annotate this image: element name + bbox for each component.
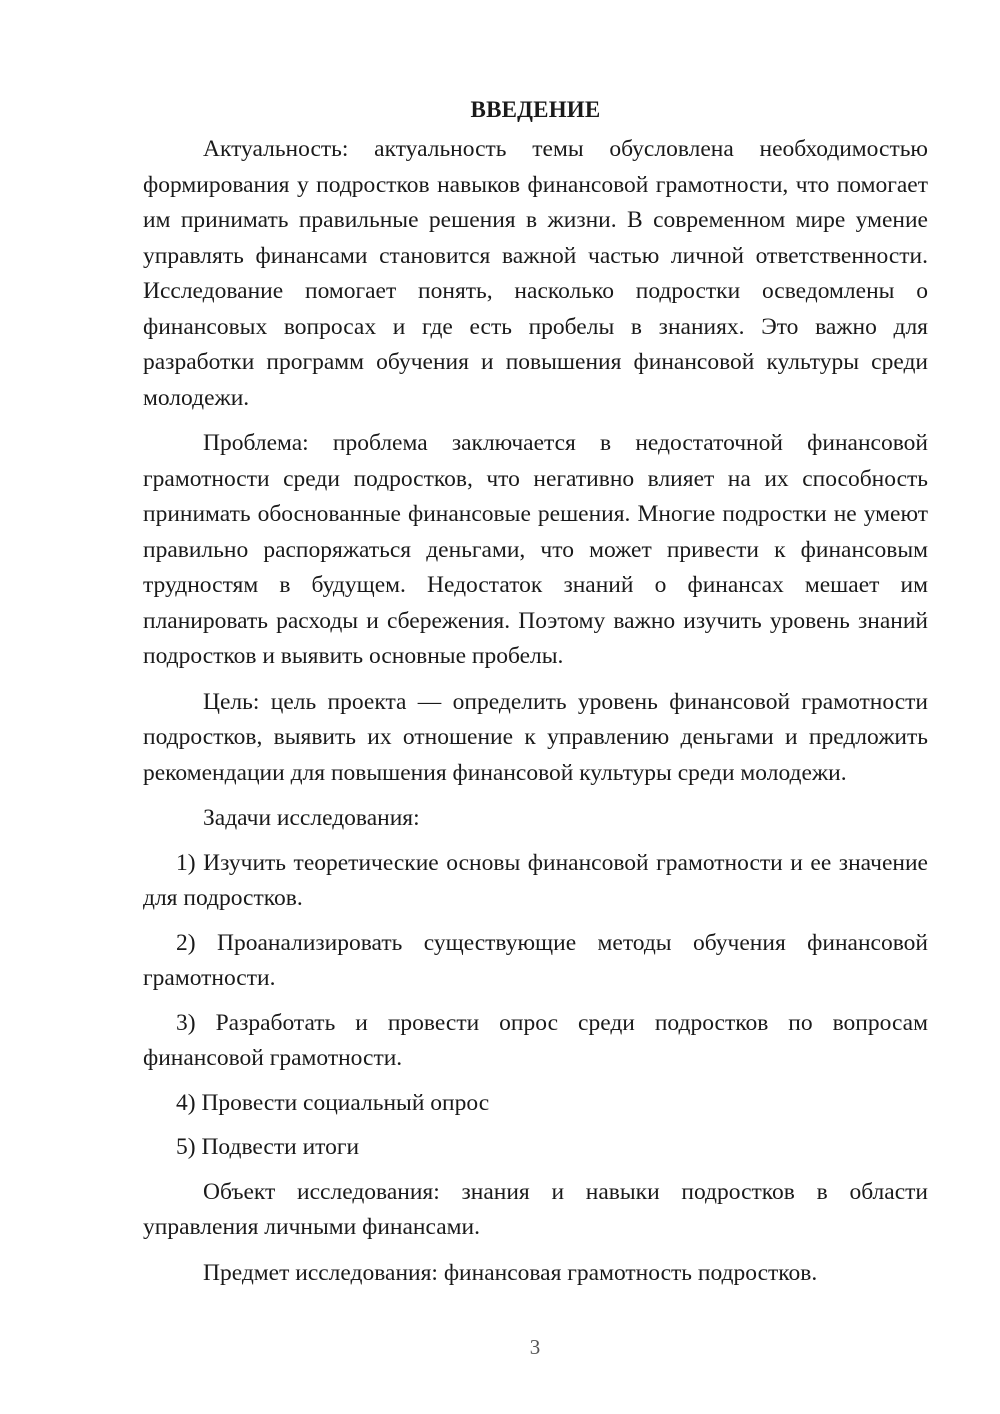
subject-paragraph: Предмет исследования: финансовая грамотность подростков. <box>203 1259 818 1286</box>
task-item: 4) Провести социальный опрос <box>176 1089 490 1116</box>
page-title: ВВЕДЕНИЕ <box>470 97 601 122</box>
problem-paragraph: Проблема: проблема заключается в недостаточной финансовой грамотности среди подростков, что негативно влияет на их способность принимать обоснованные финансовые решения. Многие подростки не умеют правильно распоряжаться деньгами, что может привести к финансовым трудностям в будущем. Недостаток знаний о финансах мешает им планировать расходы и сбережения. Поэтому важно изучить уровень знаний подростков и выявить основные пробелы. <box>143 430 928 669</box>
task-item: 2) Проанализировать существующие методы обучения финансовой грамотности. <box>143 929 928 991</box>
goal-paragraph: Цель: цель проекта — определить уровень финансовой грамотности подростков, выявить их отношение к управлению деньгами и предложить рекомендации для повышения финансовой культуры среди молодежи. <box>143 688 928 786</box>
task-item: 1) Изучить теоретические основы финансовой грамотности и ее значение для подростков. <box>143 849 928 911</box>
task-item: 3) Разработать и провести опрос среди подростков по вопросам финансовой грамотности. <box>143 1009 928 1071</box>
tasks-heading: Задачи исследования: <box>203 805 420 831</box>
page-content <box>143 92 928 1291</box>
page-number: 3 <box>529 1335 541 1359</box>
object-paragraph: Объект исследования: знания и навыки подростков в области управления личными финансами. <box>143 1178 928 1240</box>
task-item: 5) Подвести итоги <box>176 1134 360 1160</box>
relevance-paragraph: Актуальность: актуальность темы обусловлена необходимостью формирования у подростков навыков финансовой грамотности, что помогает им принимать правильные решения в жизни. В современном мире умение управлять финансами становится важной частью личной ответственности. Исследование помогает понять, насколько подростки осведомлены о финансовых вопросах и где есть пробелы в знаниях. Это важно для разработки программ обучения и повышения финансовой культуры среди молодежи. <box>143 136 928 411</box>
